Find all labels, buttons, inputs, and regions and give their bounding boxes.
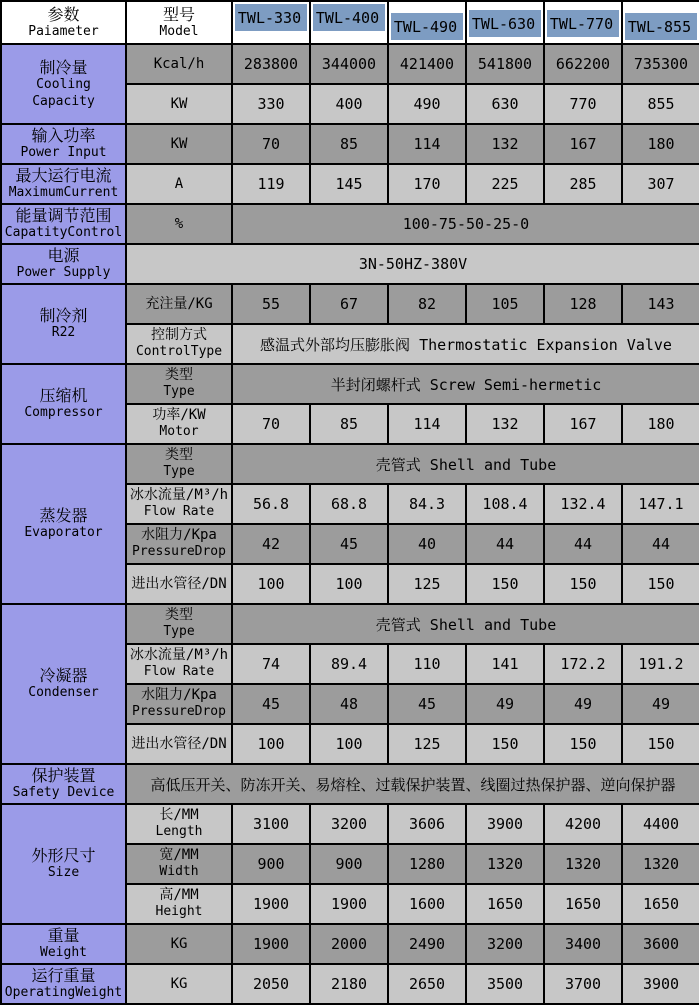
param-maximum-current: 最大运行电流 MaximumCurrent <box>1 164 126 204</box>
header-param-zh: 参数 <box>47 4 80 24</box>
value-cell: 85 <box>310 124 388 164</box>
value-cell: 44 <box>544 524 622 564</box>
value-cell: 3900 <box>466 804 544 844</box>
value-cell: 48 <box>310 684 388 724</box>
param-power-input: 输入功率 Power Input <box>1 124 126 164</box>
span-value-condenser-type: 壳管式 Shell and Tube <box>232 604 699 644</box>
header-param-en: Paiameter <box>28 23 99 39</box>
value-cell: 119 <box>232 164 310 204</box>
value-cell: 1320 <box>622 844 699 884</box>
param-capacity-control: 能量调节范围 CapatityControl <box>1 204 126 244</box>
value-cell: 180 <box>622 124 699 164</box>
value-cell: 1900 <box>232 924 310 964</box>
model-highlight: TWL-400 <box>313 4 385 31</box>
value-cell: 44 <box>622 524 699 564</box>
param-compressor: 压缩机 Compressor <box>1 364 126 444</box>
value-cell: 225 <box>466 164 544 204</box>
value-cell: 3600 <box>622 924 699 964</box>
value-cell: 108.4 <box>466 484 544 524</box>
value-cell: 150 <box>622 564 699 604</box>
value-cell: 49 <box>466 684 544 724</box>
value-cell: 2490 <box>388 924 466 964</box>
param-cooling-capacity <box>1 44 126 124</box>
value-cell: 900 <box>310 844 388 884</box>
value-cell: 84.3 <box>388 484 466 524</box>
value-cell: 42 <box>232 524 310 564</box>
row-label-kw: KW <box>126 84 232 124</box>
param-condenser: 冷凝器 Condenser <box>1 604 126 764</box>
value-cell: 3200 <box>310 804 388 844</box>
span-value-control-type: 感温式外部均压膨胀阀 Thermostatic Expansion Valve <box>232 324 699 364</box>
value-cell: 89.4 <box>310 644 388 684</box>
row-label-cond-flow-rate: 冰水流量/M³/h Flow Rate <box>126 644 232 684</box>
value-cell: 1320 <box>466 844 544 884</box>
value-cell: 630 <box>466 84 544 124</box>
span-value-power-supply: 3N-50HZ-380V <box>126 244 699 284</box>
value-cell: 67 <box>310 284 388 324</box>
value-cell: 855 <box>622 84 699 124</box>
value-cell: 3606 <box>388 804 466 844</box>
value-cell: 285 <box>544 164 622 204</box>
value-cell: 1650 <box>466 884 544 924</box>
span-value-evaporator-type: 壳管式 Shell and Tube <box>232 444 699 484</box>
value-cell: 735300 <box>622 44 699 84</box>
value-cell: 400 <box>310 84 388 124</box>
row-label-weight-kg: KG <box>126 924 232 964</box>
header-model-twl-400 <box>310 1 388 44</box>
span-value-safety-device: 高低压开关、防冻开关、易熔栓、过载保护装置、线圈过热保护器、逆向保护器 <box>126 764 699 804</box>
row-label-condenser-type: 类型 Type <box>126 604 232 644</box>
header-model-twl-330 <box>232 1 310 44</box>
value-cell: 141 <box>466 644 544 684</box>
value-cell: 45 <box>388 684 466 724</box>
header-model-zh: 型号 <box>162 4 195 24</box>
value-cell: 1280 <box>388 844 466 884</box>
value-cell: 167 <box>544 124 622 164</box>
value-cell: 70 <box>232 404 310 444</box>
value-cell: 490 <box>388 84 466 124</box>
value-cell: 1600 <box>388 884 466 924</box>
value-cell: 114 <box>388 404 466 444</box>
value-cell: 100 <box>310 564 388 604</box>
value-cell: 100 <box>232 564 310 604</box>
value-cell: 44 <box>466 524 544 564</box>
header-model-twl-770 <box>544 1 622 44</box>
header-model-en: Model <box>159 23 199 39</box>
value-cell: 114 <box>388 124 466 164</box>
value-cell: 110 <box>388 644 466 684</box>
value-cell: 100 <box>232 724 310 764</box>
row-label-length: 长/MM Length <box>126 804 232 844</box>
row-label-width: 宽/MM Width <box>126 844 232 884</box>
param-weight: 重量 Weight <box>1 924 126 964</box>
value-cell: 344000 <box>310 44 388 84</box>
value-cell: 3400 <box>544 924 622 964</box>
value-cell: 74 <box>232 644 310 684</box>
value-cell: 191.2 <box>622 644 699 684</box>
value-cell: 40 <box>388 524 466 564</box>
header-model-twl-630 <box>466 1 544 44</box>
value-cell: 45 <box>232 684 310 724</box>
param-zh: 制冷量 <box>39 58 88 78</box>
value-cell: 147.1 <box>622 484 699 524</box>
model-highlight: TWL-630 <box>469 10 541 37</box>
value-cell: 4200 <box>544 804 622 844</box>
value-cell: 150 <box>466 564 544 604</box>
span-value-capacity-control: 100-75-50-25-0 <box>232 204 699 244</box>
value-cell: 2000 <box>310 924 388 964</box>
header-model <box>126 1 232 44</box>
value-cell: 4400 <box>622 804 699 844</box>
value-cell: 541800 <box>466 44 544 84</box>
value-cell: 128 <box>544 284 622 324</box>
value-cell: 82 <box>388 284 466 324</box>
value-cell: 85 <box>310 404 388 444</box>
value-cell: 3500 <box>466 964 544 1004</box>
row-label-control-type: 控制方式 ControlType <box>126 324 232 364</box>
value-cell: 2050 <box>232 964 310 1004</box>
value-cell: 172.2 <box>544 644 622 684</box>
model-highlight: TWL-490 <box>391 13 463 40</box>
row-label-evap-flow-rate: 冰水流量/M³/h Flow Rate <box>126 484 232 524</box>
value-cell: 143 <box>622 284 699 324</box>
value-cell: 1900 <box>232 884 310 924</box>
span-value-compressor-type: 半封闭螺杆式 Screw Semi-hermetic <box>232 364 699 404</box>
value-cell: 662200 <box>544 44 622 84</box>
value-cell: 3100 <box>232 804 310 844</box>
value-cell: 55 <box>232 284 310 324</box>
row-label-charge: 充注量/KG <box>126 284 232 324</box>
value-cell: 150 <box>544 724 622 764</box>
row-label-percent: % <box>126 204 232 244</box>
value-cell: 150 <box>622 724 699 764</box>
row-label-motor: 功率/KW Motor <box>126 404 232 444</box>
row-label-evaporator-type: 类型 Type <box>126 444 232 484</box>
value-cell: 125 <box>388 564 466 604</box>
value-cell: 150 <box>544 564 622 604</box>
row-label-height: 高/MM Height <box>126 884 232 924</box>
param-size: 外形尺寸 Size <box>1 804 126 924</box>
value-cell: 125 <box>388 724 466 764</box>
value-cell: 2650 <box>388 964 466 1004</box>
value-cell: 1900 <box>310 884 388 924</box>
value-cell: 68.8 <box>310 484 388 524</box>
row-label-evap-pipe-dn: 进出水管径/DN <box>126 564 232 604</box>
param-en: Cooling Capacity <box>32 77 95 109</box>
row-label-cond-pipe-dn: 进出水管径/DN <box>126 724 232 764</box>
value-cell: 2180 <box>310 964 388 1004</box>
value-cell: 70 <box>232 124 310 164</box>
param-evaporator: 蒸发器 Evaporator <box>1 444 126 604</box>
value-cell: 1650 <box>544 884 622 924</box>
row-label-input-kw: KW <box>126 124 232 164</box>
row-label-kcal: Kcal/h <box>126 44 232 84</box>
row-label-evap-pressure-drop: 水阻力/Kpa PressureDrop <box>126 524 232 564</box>
value-cell: 49 <box>544 684 622 724</box>
value-cell: 132.4 <box>544 484 622 524</box>
param-power-supply: 电源 Power Supply <box>1 244 126 284</box>
row-label-compressor-type: 类型 Type <box>126 364 232 404</box>
row-label-cond-pressure-drop: 水阻力/Kpa PressureDrop <box>126 684 232 724</box>
value-cell: 145 <box>310 164 388 204</box>
value-cell: 307 <box>622 164 699 204</box>
value-cell: 45 <box>310 524 388 564</box>
model-highlight: TWL-770 <box>547 10 619 37</box>
value-cell: 3900 <box>622 964 699 1004</box>
value-cell: 167 <box>544 404 622 444</box>
model-highlight: TWL-330 <box>235 4 307 31</box>
value-cell: 180 <box>622 404 699 444</box>
value-cell: 900 <box>232 844 310 884</box>
value-cell: 421400 <box>388 44 466 84</box>
header-model-twl-855 <box>622 1 699 44</box>
value-cell: 770 <box>544 84 622 124</box>
value-cell: 1650 <box>622 884 699 924</box>
value-cell: 3200 <box>466 924 544 964</box>
value-cell: 132 <box>466 404 544 444</box>
value-cell: 49 <box>622 684 699 724</box>
value-cell: 1320 <box>544 844 622 884</box>
value-cell: 150 <box>466 724 544 764</box>
value-cell: 105 <box>466 284 544 324</box>
value-cell: 56.8 <box>232 484 310 524</box>
value-cell: 330 <box>232 84 310 124</box>
value-cell: 100 <box>310 724 388 764</box>
value-cell: 283800 <box>232 44 310 84</box>
model-highlight: TWL-855 <box>625 13 697 40</box>
row-label-ampere: A <box>126 164 232 204</box>
value-cell: 3700 <box>544 964 622 1004</box>
header-param <box>1 1 126 44</box>
param-safety-device: 保护装置 Safety Device <box>1 764 126 804</box>
value-cell: 132 <box>466 124 544 164</box>
header-model-twl-490 <box>388 1 466 44</box>
param-operating-weight: 运行重量 OperatingWeight <box>1 964 126 1004</box>
param-refrigerant: 制冷剂 R22 <box>1 284 126 364</box>
value-cell: 170 <box>388 164 466 204</box>
row-label-op-weight-kg: KG <box>126 964 232 1004</box>
